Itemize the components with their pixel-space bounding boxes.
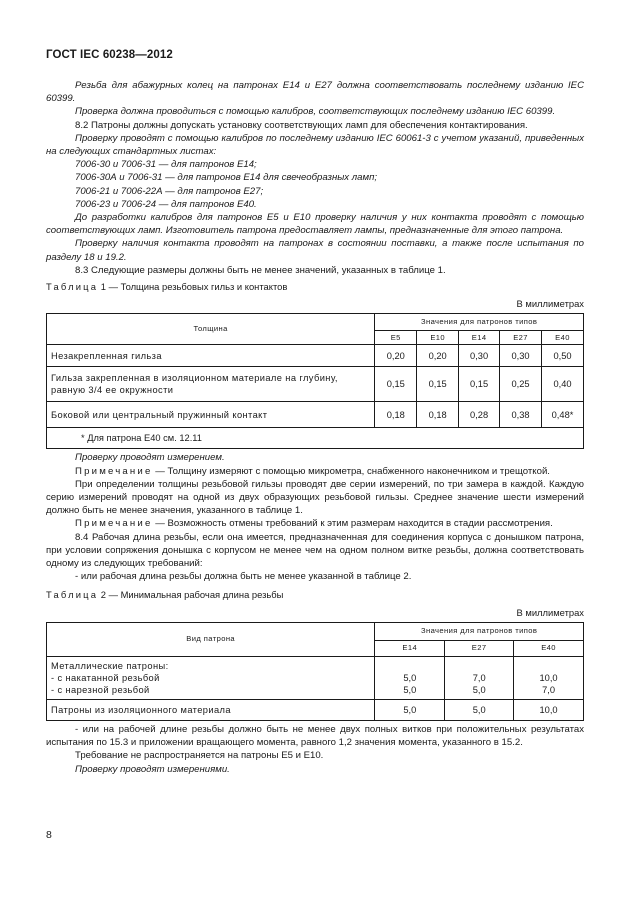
table2-type-e40: Е40 — [514, 640, 584, 656]
table1-type-e27: Е27 — [500, 331, 542, 345]
table1-col-thickness: Толщина — [47, 314, 375, 345]
table-cell: 0,15 — [417, 367, 459, 402]
table1-row3-label: Боковой или центральный пружинный контакт — [47, 402, 375, 428]
table2-type-e14: Е14 — [375, 640, 445, 656]
cell-value: 5,0 — [472, 684, 486, 695]
table-cell: 0,25 — [500, 367, 542, 402]
table2-type-e27: Е27 — [445, 640, 514, 656]
table2-metal-sub2: - с нарезной резьбой — [51, 684, 150, 695]
note-1-label: Примечание — [75, 465, 153, 477]
table1-type-e40: Е40 — [542, 331, 584, 345]
table-cell: 0,18 — [375, 402, 417, 428]
table1-type-e10: Е10 — [417, 331, 459, 345]
table-row — [47, 367, 584, 402]
table-cell: 0,30 — [459, 345, 500, 367]
table2-insul-label: Патроны из изоляционного материала — [47, 699, 375, 720]
table-cell — [514, 656, 584, 699]
paragraph-check-iec: Проверку проводят с помощью калибров по последнему изданию IEC 60061-3 с учетом указаний, приведенных на следующих стандартных листах: — [46, 132, 584, 158]
table2-caption-label: Таблица — [46, 589, 99, 601]
table1-row1-label: Незакрепленная гильза — [47, 345, 375, 367]
paragraph-contact-check: Проверку наличия контакта проводят на патронах в состоянии поставки, а также после испытания по разделу 18 и 19.2. — [46, 238, 584, 263]
table1-group-header: Значения для патронов типов — [375, 314, 584, 331]
table-cell — [445, 656, 514, 699]
table-row — [47, 699, 584, 720]
table-cell: 0,15 — [375, 367, 417, 402]
note-1-text: — Толщину измеряют с помощью микрометра, снабженного наконечником и трещоткой. — [155, 465, 550, 477]
requirement-1: - или рабочая длина резьбы должна быть не менее указанной в таблице 2. — [75, 571, 412, 583]
table2-group-header: Значения для патронов типов — [375, 622, 584, 640]
table-cell — [375, 656, 445, 699]
table2-col-kind: Вид патрона — [47, 622, 375, 656]
table2-metal-label — [47, 656, 375, 699]
table-row — [47, 345, 584, 367]
sheet-item-2: 7006-30А и 7006-31 — для патронов Е14 для свечеобразных ламп; — [75, 172, 378, 184]
table1-footnote: * Для патрона Е40 см. 12.11 — [47, 428, 584, 449]
table-cell: 10,0 — [514, 699, 584, 720]
table2-units: В миллиметрах — [516, 606, 584, 618]
table-cell: 0,15 — [459, 367, 500, 402]
cell-value: 5,0 — [403, 672, 417, 683]
table-row — [47, 656, 584, 699]
table2-metal-title: Металлические патроны: — [51, 660, 169, 671]
table1-type-e5: Е5 — [375, 331, 417, 345]
table2-caption-text: 2 — Минимальная рабочая длина резьбы — [100, 589, 284, 601]
cell-value: 7,0 — [542, 684, 556, 695]
table-row — [47, 402, 584, 428]
table-cell: 0,50 — [542, 345, 584, 367]
cell-value: 5,0 — [403, 684, 417, 695]
sheet-item-1: 7006-30 и 7006-31 — для патронов Е14; — [75, 159, 257, 171]
table1-caption-label: Таблица — [46, 281, 99, 293]
table1-caption — [46, 280, 584, 293]
table-cell: 5,0 — [375, 699, 445, 720]
paragraph-e5-e10: До разработки калибров для патронов Е5 и Е10 проверку наличия у них контакта проводят с помощью соответствующих ламп. Изготовитель патрона предоставляет лампы, предназначенные для этого патрона. — [46, 212, 584, 237]
table-cell: 0,48* — [542, 402, 584, 428]
page-content — [46, 79, 584, 776]
paragraph-check-measure: Проверку проводят измерением. — [75, 452, 225, 464]
note-2-text: — Возможность отмены требований к этим размерам находится в стадии рассмотрения. — [155, 518, 553, 530]
table-cell: 0,30 — [500, 345, 542, 367]
paragraph-8-4: 8.4 Рабочая длина резьбы, если она имеется, предназначенная для соединения корпуса с донышком патрона, при условии сопряжения донышка с корпусом не менее чем на одном полном витке резьбы, должна соответствовать одному из следующих требований: — [46, 531, 584, 570]
paragraph-measure-series: При определении толщины резьбовой гильзы проводят две серии измерений, по три замера в каждой. Каждую серию измерений проводят на одной из двух образующих резьбовой гильзы. Среднее значение шести измерений должно быть не менее значения, указанного в таблице 1. — [46, 478, 584, 517]
paragraph-check-final: Проверку проводят измерениями. — [75, 763, 230, 775]
table-cell: 0,20 — [417, 345, 459, 367]
table-cell: 0,18 — [417, 402, 459, 428]
table-cell: 0,40 — [542, 367, 584, 402]
table1-row2-label — [47, 367, 375, 402]
table1-caption-text: 1 — Толщина резьбовых гильз и контактов — [100, 281, 288, 293]
table-cell: 0,20 — [375, 345, 417, 367]
table1-units: В миллиметрах — [516, 298, 584, 310]
sheet-item-3: 7006-21 и 7006-22А — для патронов Е27; — [75, 185, 264, 197]
table1-row2-label-b: равную 3/4 ее окружности — [51, 385, 174, 396]
cell-value: 10,0 — [539, 672, 558, 683]
note-1 — [46, 465, 584, 478]
table-cell: 0,38 — [500, 402, 542, 428]
paragraph-8-3: 8.3 Следующие размеры должны быть не менее значений, указанных в таблице 1. — [75, 264, 446, 276]
note-2 — [46, 517, 584, 530]
table1-row2-label-a: Гильза закрепленная в изоляционном материале на глубину, — [51, 373, 338, 384]
cell-value: 7,0 — [472, 672, 486, 683]
paragraph-exception: Требование не распространяется на патроны Е5 и Е10. — [75, 750, 324, 762]
table2-metal-sub1: - с накатанной резьбой — [51, 672, 160, 683]
paragraph-thread-shade: Резьба для абажурных колец на патронах Е14 и Е27 должна соответствовать последнему изданию IEC 60399. — [46, 80, 584, 105]
document-header: ГОСТ IEC 60238—2012 — [46, 49, 173, 61]
paragraph-8-2: 8.2 Патроны должны допускать установку соответствующих ламп для обеспечения контактирования. — [75, 119, 528, 131]
table1 — [46, 313, 584, 449]
table-cell: 5,0 — [445, 699, 514, 720]
requirement-2: - или на рабочей длине резьбы должно быть не менее двух полных витков при положительных результатах испытания по 15.3 и приложении вращающего момента, равного 1,2 значения момента, указанного в 15.2. — [46, 723, 584, 749]
sheet-item-4: 7006-23 и 7006-24 — для патронов Е40. — [75, 198, 257, 210]
table1-type-e14: Е14 — [459, 331, 500, 345]
note-2-label: Примечание — [75, 518, 153, 530]
table2-caption — [46, 588, 584, 601]
table-cell: 0,28 — [459, 402, 500, 428]
paragraph-check-gauges: Проверка должна проводиться с помощью калибров, соответствующих последнему изданию IEC 60399. — [75, 106, 556, 118]
page-number: 8 — [46, 829, 52, 841]
table2 — [46, 622, 584, 721]
